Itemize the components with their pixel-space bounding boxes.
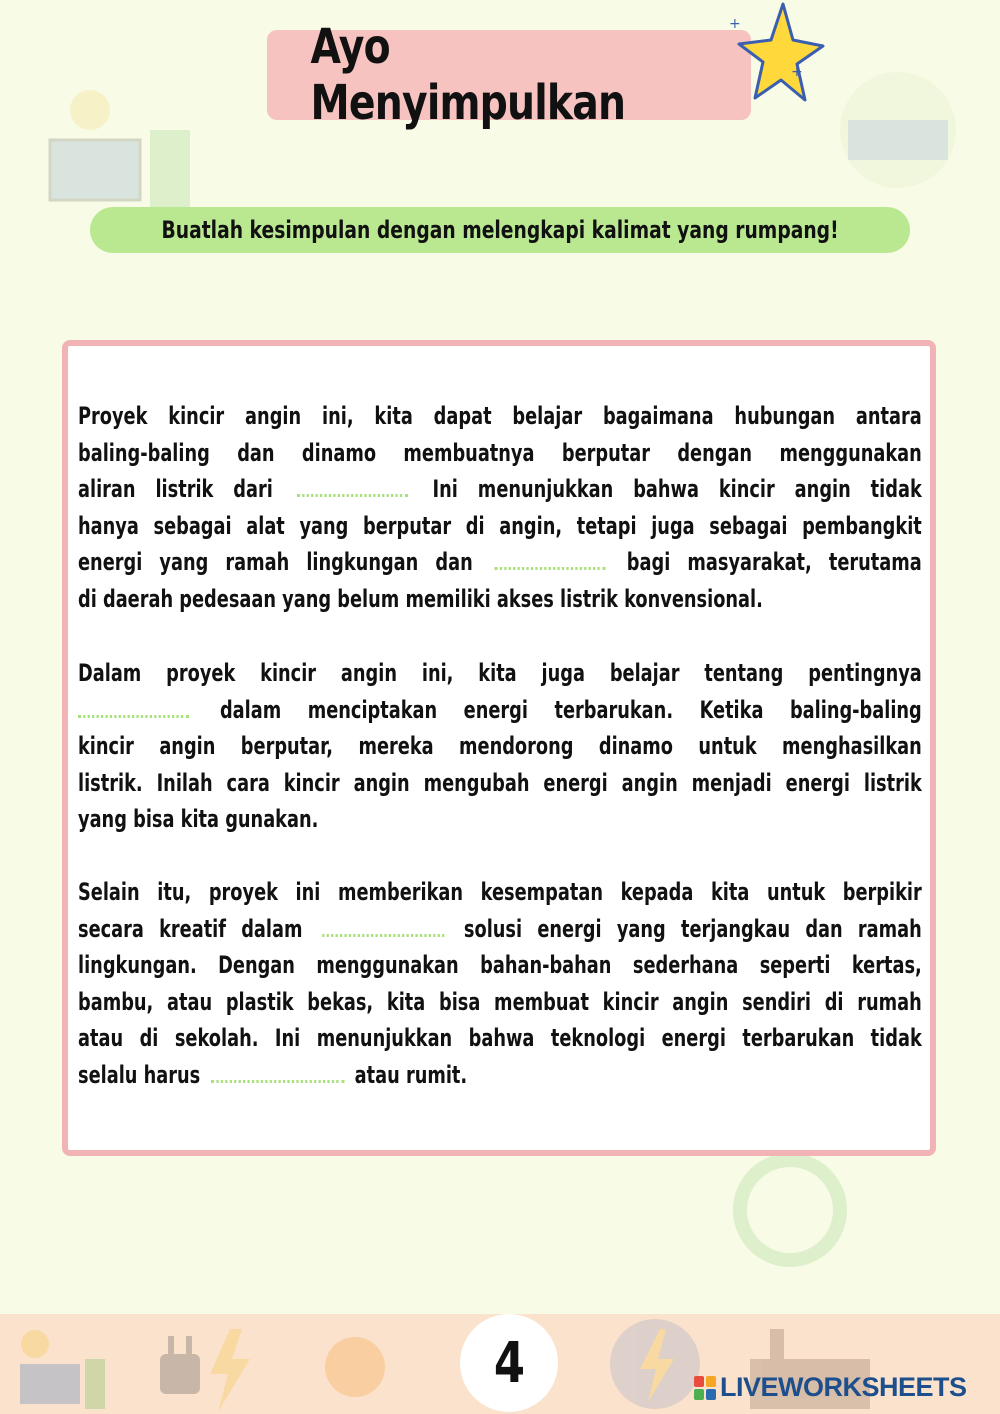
text-line: yang bisa kita gunakan. <box>78 805 319 834</box>
text-line: secara kreatif dalam solusi energi yang terjangkau dan ramah <box>78 914 922 943</box>
blank-field[interactable] <box>322 926 444 937</box>
text-line: bambu, atau plastik bekas, kita bisa membuat kincir angin sendiri di rumah <box>78 987 922 1016</box>
plug-icon <box>150 1324 270 1414</box>
blank-field[interactable] <box>78 707 189 718</box>
blank-field[interactable] <box>494 559 605 570</box>
solar-panel-icon <box>10 1324 110 1414</box>
svg-text:+: + <box>729 16 741 32</box>
text-line: hanya sebagai alat yang berputar di angin, tetapi juga sebagai pembangkit <box>78 511 922 540</box>
page-number: 4 <box>493 1330 525 1396</box>
blank-field[interactable] <box>297 486 408 497</box>
liveworksheets-logo-icon <box>694 1376 716 1400</box>
text-line: dalam menciptakan energi terbarukan. Ketika baling-baling <box>78 692 922 729</box>
branding[interactable] <box>694 1372 967 1403</box>
paragraph-1 <box>78 398 922 618</box>
text-line: lingkungan. Dengan menggunakan bahan-bahan sederhana seperti kertas, <box>78 951 922 980</box>
title-banner <box>267 19 751 131</box>
instruction-pill <box>90 207 910 253</box>
text-line: energi yang ramah lingkungan dan bagi masyarakat, terutama <box>78 548 922 577</box>
sun-icon <box>300 1319 410 1414</box>
paragraph-2 <box>78 655 922 838</box>
page-number-badge <box>460 1314 558 1412</box>
star-icon <box>729 0 825 110</box>
paragraph-3 <box>78 874 922 1094</box>
text-line: aliran listrik dari Ini menunjukkan bahwa kincir angin tidak <box>78 475 922 504</box>
text-line: baling-baling dan dinamo membuatnya berputar dengan menggunakan <box>78 438 922 467</box>
page-title: Ayo Menyimpulkan <box>310 19 626 131</box>
text-line: Selain itu, proyek ini memberikan kesempatan kepada kita untuk berpikir <box>78 878 922 906</box>
text-line: atau di sekolah. Ini menunjukkan bahwa teknologi energi terbarukan tidak <box>78 1024 922 1053</box>
brand-name: LIVEWORKSHEETS <box>720 1372 967 1402</box>
text-line: Dalam proyek kincir angin ini, kita juga belajar tentang pentingnya <box>78 659 922 687</box>
instruction-text: Buatlah kesimpulan dengan melengkapi kalimat yang rumpang! <box>161 216 839 244</box>
text-line: listrik. Inilah cara kincir angin mengubah energi angin menjadi energi listrik <box>78 768 922 797</box>
recycle-icon <box>730 1150 850 1270</box>
blank-field[interactable] <box>211 1072 344 1083</box>
solar-panel-icon <box>828 70 968 190</box>
text-line: kincir angin berputar, mereka mendorong dinamo untuk menghasilkan <box>78 732 922 761</box>
svg-text:+: + <box>791 64 803 80</box>
text-line: Proyek kincir angin ini, kita dapat belajar bagaimana hubungan antara <box>78 402 922 430</box>
text-line: selalu harus atau rumit. <box>78 1060 468 1089</box>
text-line: di daerah pedesaan yang belum memiliki akses listrik konvensional. <box>78 584 763 613</box>
